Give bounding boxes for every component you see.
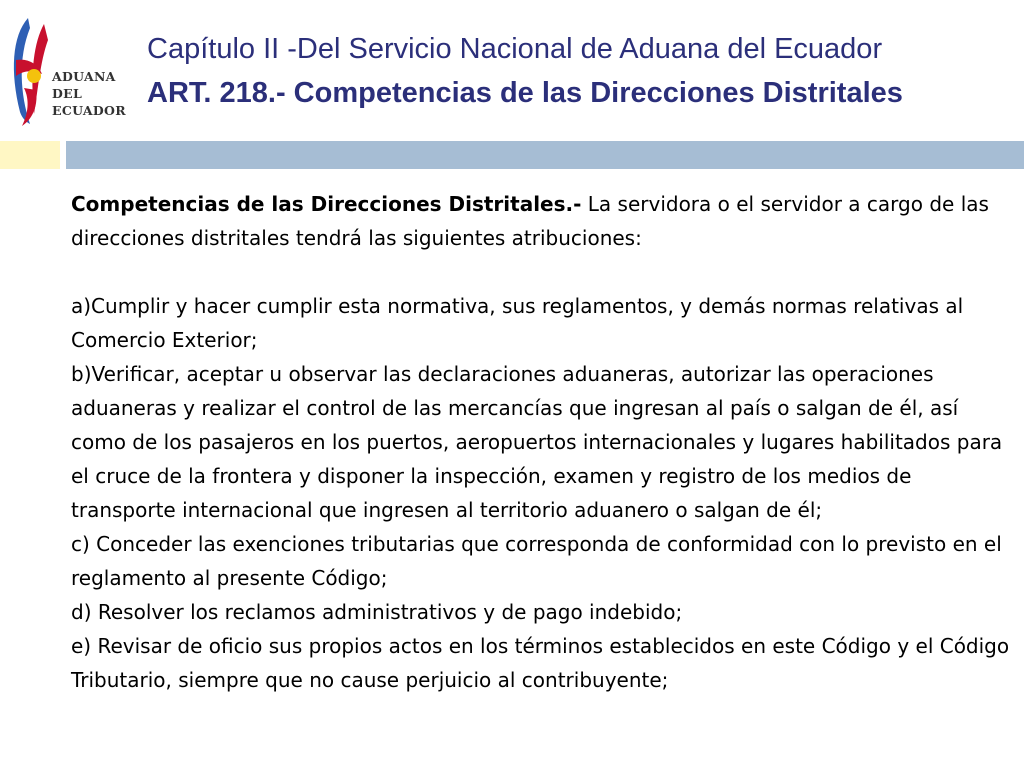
chapter-title: Capítulo II -Del Servicio Nacional de Aduana del Ecuador (147, 33, 883, 65)
logo-line-2: DEL (52, 86, 83, 101)
intro-bold: Competencias de las Direcciones Distritales.- (71, 192, 582, 216)
paragraph-gap (71, 255, 1016, 289)
header-bar-blue (66, 141, 1024, 169)
logo-line-3: ECUADOR (52, 103, 126, 118)
item-b: b)Verificar, aceptar u observar las declaraciones aduaneras, autorizar las operaciones aduaneras y realizar el control de las mercancías que ingresan al país o salgan de él, así como de los pasajeros en los puertos, aeropuertos internacionales y lugares habilitados para el cruce de la frontera y disponer la inspección, examen y registro de los medios de transporte internacional que ingresen al territorio aduanero o salgan de él; (71, 362, 1003, 522)
intro-paragraph (71, 187, 1016, 255)
item-c: c) Conceder las exenciones tributarias que corresponda de conformidad con lo previsto en el reglamento al presente Código; (71, 532, 1002, 590)
logo-text (52, 68, 126, 119)
item-e: e) Revisar de oficio sus propios actos en los términos establecidos en este Código y el Código Tributario, siempre que no cause perjuicio al contribuyente; (71, 634, 1010, 692)
item-a: a)Cumplir y hacer cumplir esta normativa, sus reglamentos, y demás normas relativas al Comercio Exterior; (71, 294, 964, 352)
logo-line-1: ADUANA (52, 69, 116, 84)
aduana-logo (8, 14, 143, 132)
article-title: ART. 218.- Competencias de las Direcciones Distritales (147, 77, 903, 109)
header-bar-yellow (0, 141, 60, 169)
item-d: d) Resolver los reclamos administrativos y de pago indebido; (71, 600, 683, 624)
slide-body (71, 187, 1016, 697)
intro-text: La servidora o el servidor a cargo de las direcciones distritales tendrá las siguientes atribuciones: (71, 192, 989, 250)
